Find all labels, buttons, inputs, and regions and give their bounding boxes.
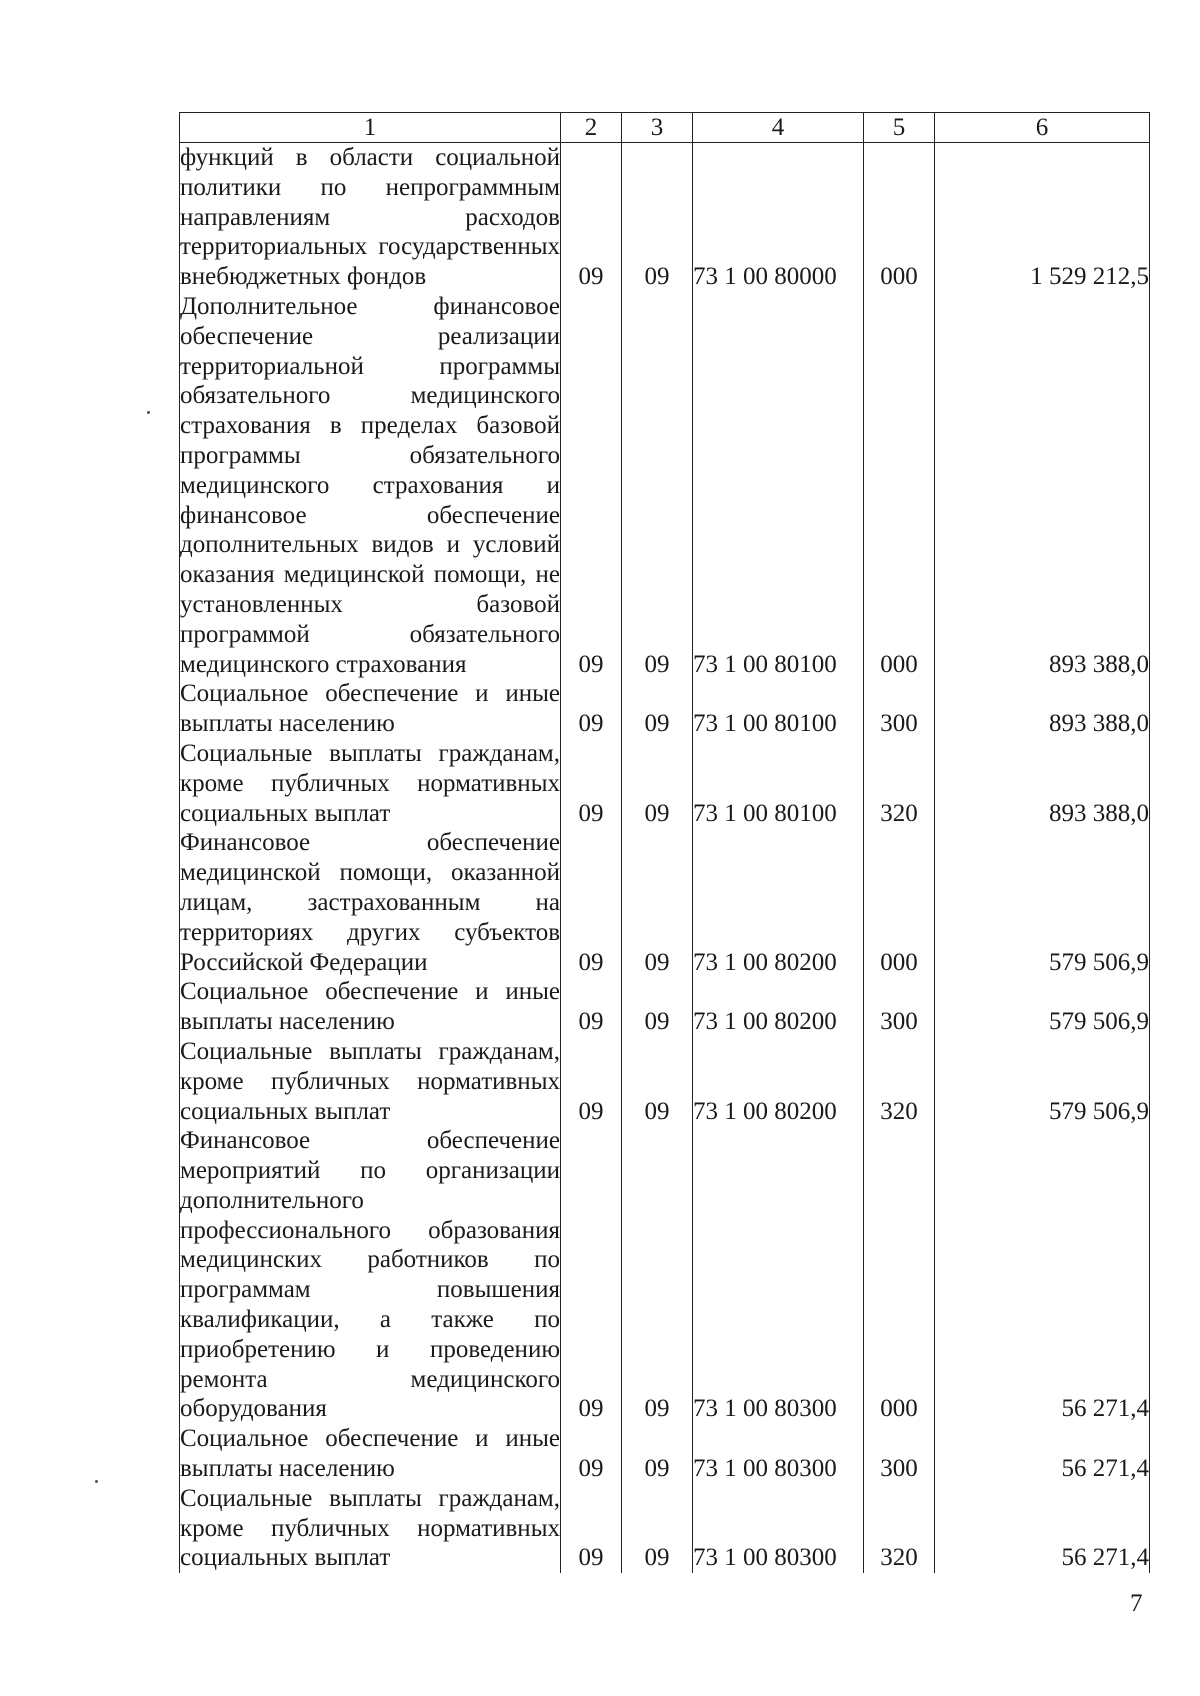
col-header-6: 6	[935, 113, 1150, 143]
row-name-cell: функций в области социальной политики по непрограммным направлениям расходов территориальных государственных внебюджетных фондов	[180, 144, 560, 291]
row-name-cell: Финансовое обеспечение мероприятий по организации дополнительного профессионального образования медицинских работников по программам повышения квалификации, а также по приобретению и проведению ремонта медицинского оборудования	[180, 1127, 560, 1423]
col-header-2: 2	[561, 113, 622, 143]
section-code-cell: 09	[561, 828, 622, 977]
subsection-code-cell: 09	[622, 1484, 693, 1573]
table-row	[180, 679, 1150, 739]
amount-cell: 56 271,4	[935, 1126, 1150, 1424]
subsection-code-cell: 09	[622, 143, 693, 292]
section-code-cell: 09	[561, 977, 622, 1037]
amount-cell: 579 506,9	[935, 1037, 1150, 1126]
expense-type-cell: 000	[864, 1126, 935, 1424]
scan-speck	[95, 1480, 98, 1483]
table-row	[180, 977, 1150, 1037]
table-row	[180, 1484, 1150, 1573]
section-code-cell: 09	[561, 679, 622, 739]
expense-type-cell: 300	[864, 1424, 935, 1484]
amount-cell: 56 271,4	[935, 1484, 1150, 1573]
row-name-cell: Социальное обеспечение и иные выплаты населению	[180, 1425, 560, 1483]
scan-speck	[147, 411, 150, 414]
amount-cell: 579 506,9	[935, 828, 1150, 977]
expense-type-cell: 300	[864, 679, 935, 739]
row-name-cell: Социальные выплаты гражданам, кроме публичных нормативных социальных выплат	[180, 1484, 560, 1572]
amount-cell: 56 271,4	[935, 1424, 1150, 1484]
expense-type-cell: 000	[864, 292, 935, 679]
table-body	[180, 143, 1150, 1574]
row-name-cell: Социальные выплаты гражданам, кроме публичных нормативных социальных выплат	[180, 739, 560, 827]
header-row	[180, 113, 1150, 143]
row-name-cell: Социальные выплаты гражданам, кроме публичных нормативных социальных выплат	[180, 1037, 560, 1125]
col-header-5: 5	[864, 113, 935, 143]
row-name-cell: Финансовое обеспечение медицинской помощи, оказанной лицам, застрахованным на территориях других субъектов Российской Федерации	[180, 829, 560, 976]
col-header-4: 4	[693, 113, 864, 143]
col-header-1: 1	[180, 113, 561, 143]
subsection-code-cell: 09	[622, 1126, 693, 1424]
table-row	[180, 828, 1150, 977]
target-article-cell: 73 1 00 80300	[693, 1126, 864, 1424]
section-code-cell: 09	[561, 739, 622, 828]
row-name-cell: Дополнительное финансовое обеспечение реализации территориальной программы обязательного медицинского страхования в пределах базовой программы обязательного медицинского страхования и финансовое обеспечение дополнительных видов и условий оказания медицинской помощи, не установленных базовой программой обязательного медицинского страхования	[180, 292, 560, 678]
subsection-code-cell: 09	[622, 1424, 693, 1484]
target-article-cell: 73 1 00 80200	[693, 977, 864, 1037]
expense-type-cell: 320	[864, 739, 935, 828]
budget-table	[179, 112, 1150, 1573]
expense-type-cell: 000	[864, 143, 935, 292]
table-row	[180, 292, 1150, 679]
subsection-code-cell: 09	[622, 739, 693, 828]
expense-type-cell: 000	[864, 828, 935, 977]
table-row	[180, 143, 1150, 292]
subsection-code-cell: 09	[622, 292, 693, 679]
subsection-code-cell: 09	[622, 977, 693, 1037]
section-code-cell: 09	[561, 292, 622, 679]
section-code-cell: 09	[561, 1484, 622, 1573]
expense-type-cell: 320	[864, 1037, 935, 1126]
section-code-cell: 09	[561, 1126, 622, 1424]
target-article-cell: 73 1 00 80100	[693, 292, 864, 679]
col-header-3: 3	[622, 113, 693, 143]
page-number: 7	[1130, 1590, 1143, 1617]
subsection-code-cell: 09	[622, 679, 693, 739]
row-name-cell: Социальное обеспечение и иные выплаты населению	[180, 680, 560, 738]
amount-cell: 893 388,0	[935, 739, 1150, 828]
table-row	[180, 1126, 1150, 1424]
expense-type-cell: 300	[864, 977, 935, 1037]
amount-cell: 893 388,0	[935, 679, 1150, 739]
target-article-cell: 73 1 00 80000	[693, 143, 864, 292]
section-code-cell: 09	[561, 1424, 622, 1484]
subsection-code-cell: 09	[622, 1037, 693, 1126]
target-article-cell: 73 1 00 80300	[693, 1424, 864, 1484]
amount-cell: 579 506,9	[935, 977, 1150, 1037]
target-article-cell: 73 1 00 80100	[693, 739, 864, 828]
subsection-code-cell: 09	[622, 828, 693, 977]
expense-type-cell: 320	[864, 1484, 935, 1573]
section-code-cell: 09	[561, 143, 622, 292]
section-code-cell: 09	[561, 1037, 622, 1126]
table-row	[180, 739, 1150, 828]
amount-cell: 893 388,0	[935, 292, 1150, 679]
target-article-cell: 73 1 00 80300	[693, 1484, 864, 1573]
table-row	[180, 1037, 1150, 1126]
target-article-cell: 73 1 00 80100	[693, 679, 864, 739]
target-article-cell: 73 1 00 80200	[693, 828, 864, 977]
target-article-cell: 73 1 00 80200	[693, 1037, 864, 1126]
amount-cell: 1 529 212,5	[935, 143, 1150, 292]
table-row	[180, 1424, 1150, 1484]
row-name-cell: Социальное обеспечение и иные выплаты населению	[180, 978, 560, 1036]
